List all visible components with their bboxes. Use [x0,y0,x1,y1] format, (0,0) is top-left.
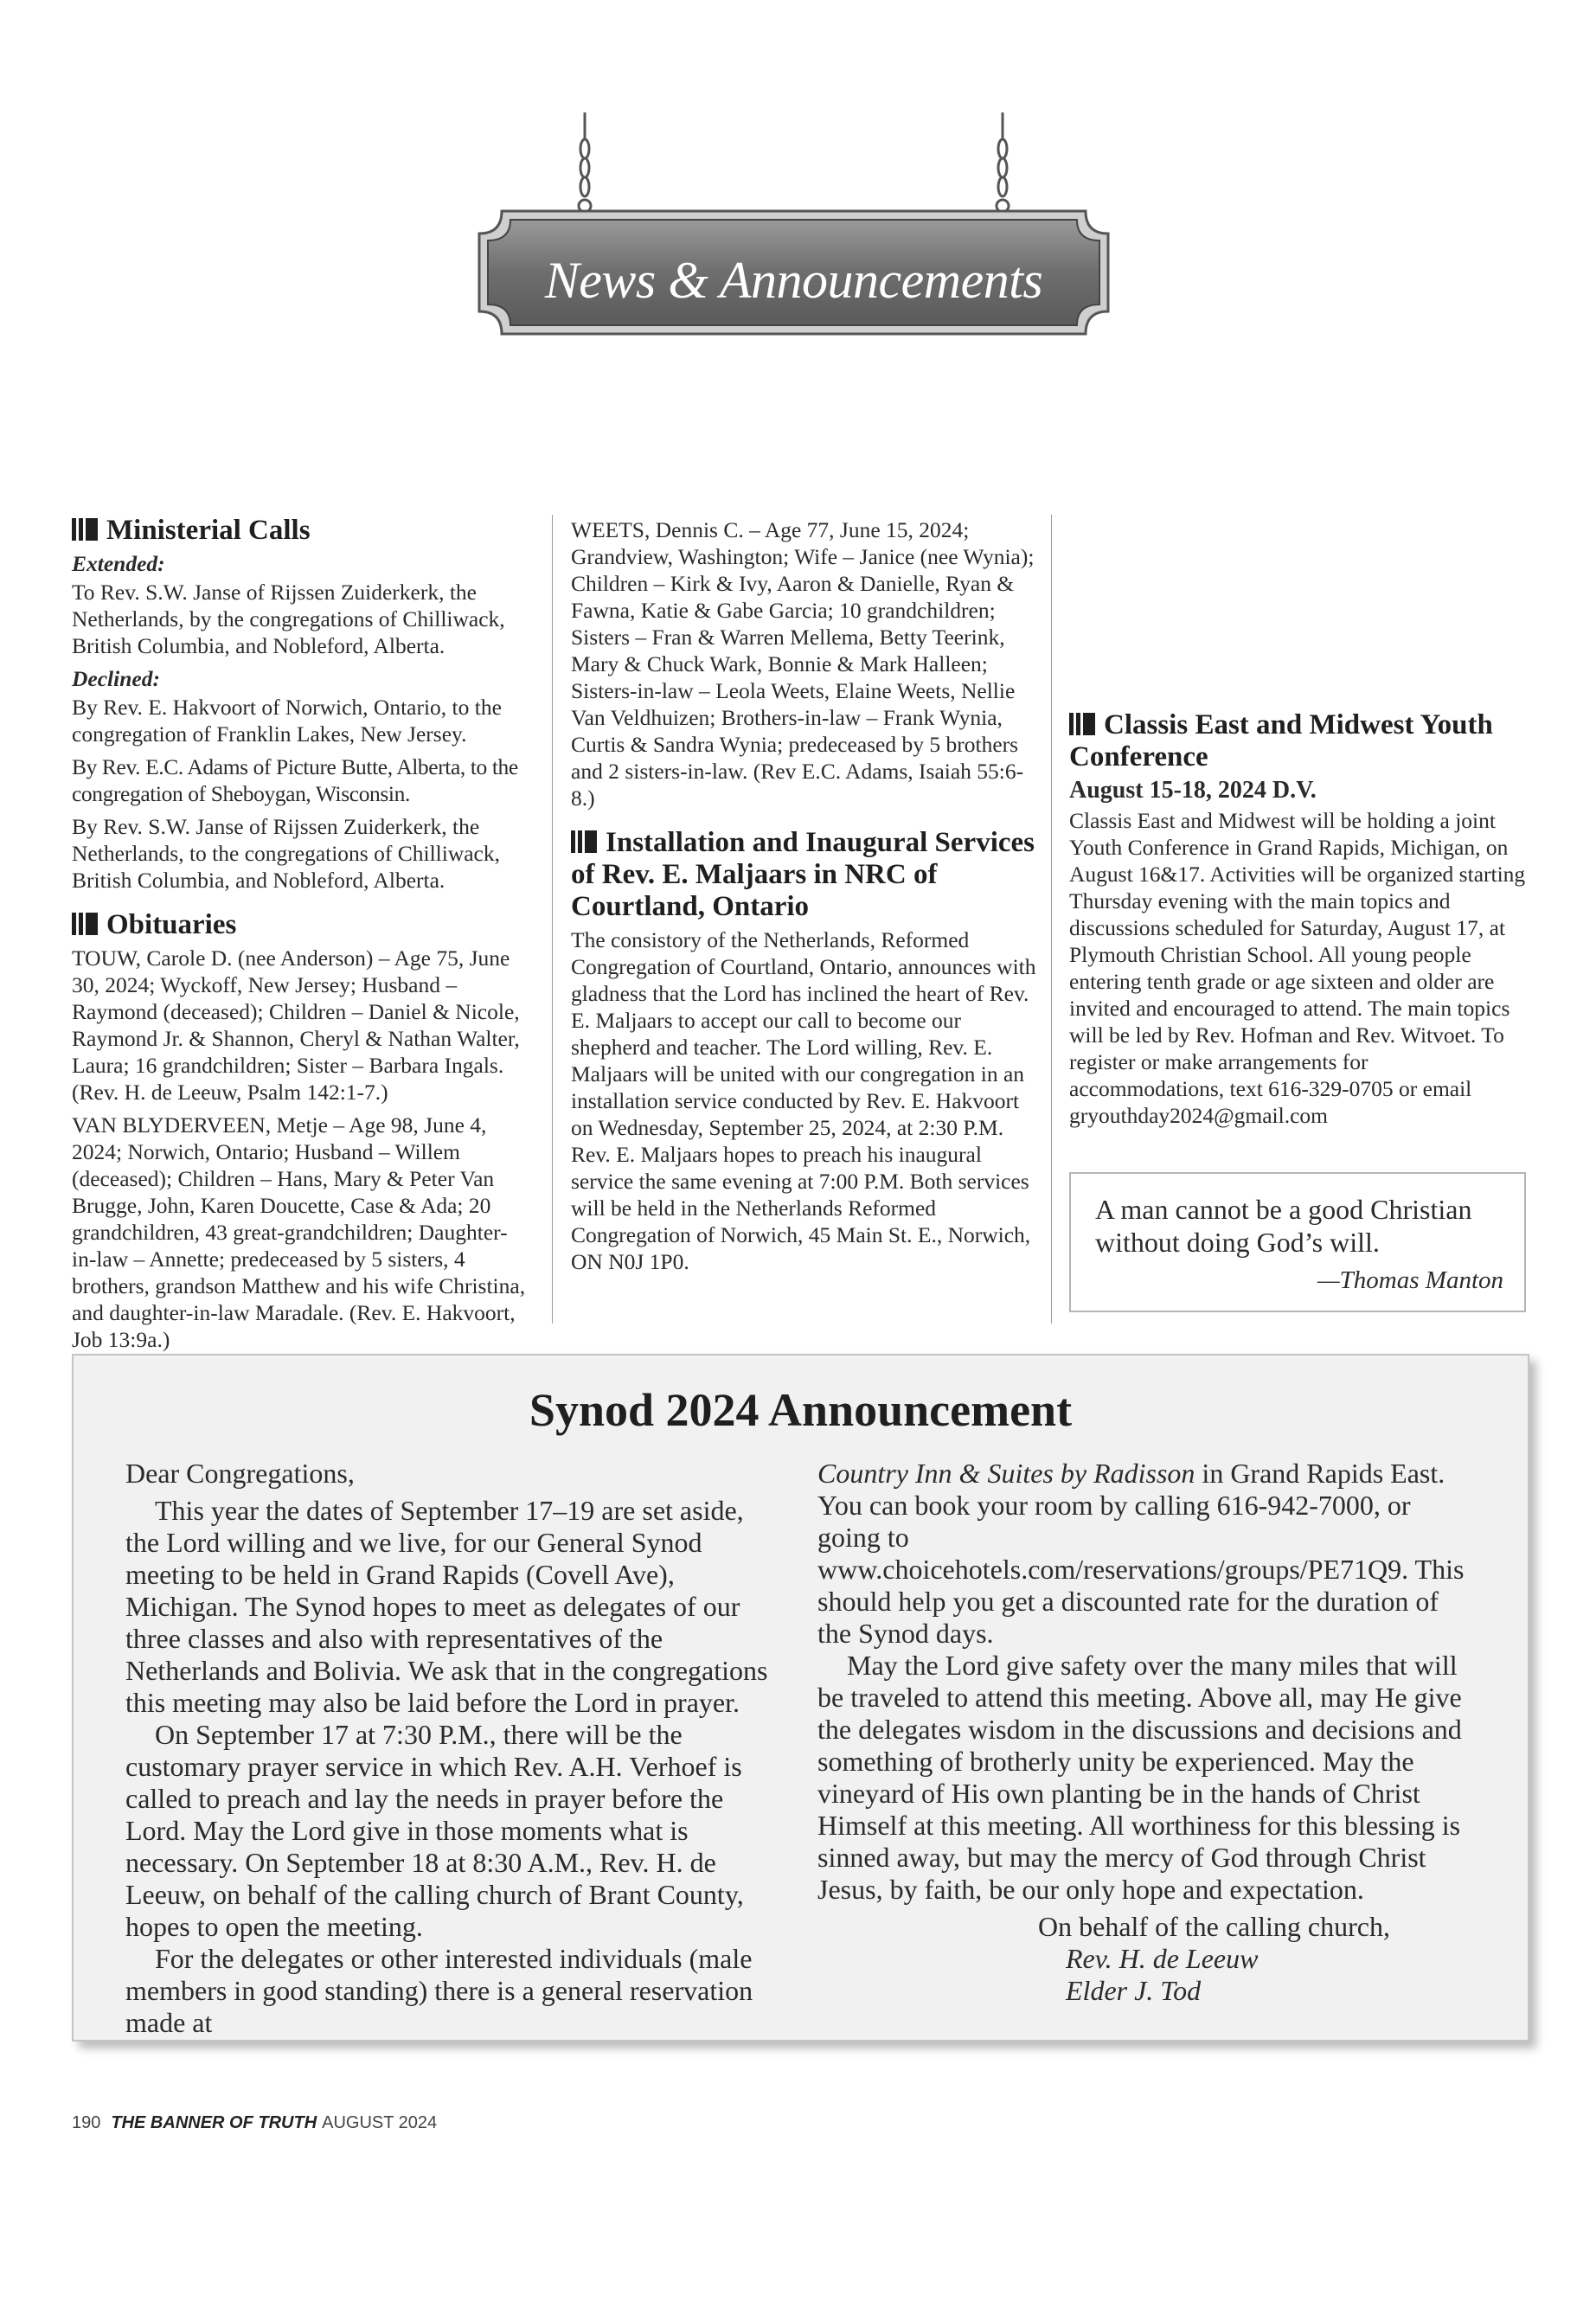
synod-signature [1038,1911,1475,2007]
ministerial-calls-heading: Ministerial Calls [72,515,526,547]
publication-name: THE BANNER OF TRUTH [111,2113,317,2132]
column-divider [1051,515,1052,1324]
banner-sign [476,112,1112,355]
synod-paragraph: For the delegates or other interested individuals (male members in good standing) there is a general reservation made at [125,1943,753,2038]
youth-conference-body: Classis East and Midwest will be holding a joint Youth Conference in Grand Rapids, Michigan, on August 16&17. Activities will be organized starting Thursday evening with the main topics and discussions scheduled for Saturday, August 17, at Plymouth Christian School. All young people entering tenth grade or age sixteen and older are invited and encouraged to attend. The main topics will be led by Rev. Hofman and Rev. Witvoet. To register or make arrangements for accommodations, text 616-329-0705 or email gryouthday2024@gmail.com [1069,808,1526,1128]
synod-paragraph: Country Inn & Suites by Radisson in Grand Rapids East. You can book your room by calling 616-942-7000, or going to www.choicehotels.com/reservations/groups/PE71Q9. This should help you get a discounted rate for the duration of the Synod days. [817,1458,1465,1649]
quote-text: A man cannot be a good Christian without doing God’s will. [1095,1194,1472,1258]
youth-conference-date: August 15-18, 2024 D.V. [1069,777,1317,804]
hotel-name: Country Inn & Suites by Radisson [817,1458,1195,1489]
chain-right-icon [995,112,1010,216]
declined-call: By Rev. E.C. Adams of Picture Butte, Alberta, to the congregation of Sheboygan, Wisconsin. [72,754,518,806]
extended-label: Extended: [72,551,165,576]
declined-call: By Rev. S.W. Janse of Rijssen Zuiderkerk, the Netherlands, to the congregations of Chilliwack, British Columbia, and Nobleford, Alberta. [72,814,500,893]
extended-call: To Rev. S.W. Janse of Rijssen Zuiderkerk, the Netherlands, by the congregations of Chilliwack, British Columbia, and Nobleford, Alberta. [72,580,505,658]
section-bars-icon [1069,713,1099,735]
synod-paragraph: On September 17 at 7:30 P.M., there will be the customary prayer service in which Rev. A.H. Verhoef is called to preach and lay the needs in prayer before the Lord. May the Lord give in those moments what is necessary. On September 18 at 8:30 A.M., Rev. H. de Leeuw, on behalf of the calling church of Brant County, hopes to open the meeting. [125,1719,744,1942]
chain-left-icon [577,112,593,216]
quote-attribution: —Thomas Manton [1317,1266,1503,1294]
obituary-entry: WEETS, Dennis C. – Age 77, June 15, 2024; Grandview, Washington; Wife – Janice (nee Wynia); Children – Kirk & Ivy, Aaron & Danielle, Ryan & Fawna, Katie & Gabe Garcia; 10 grandchildren; Sisters – Fran & Warren Mellema, Betty Teerink, Mary & Chuck Wark, Bonnie & Mark Halleen; Sisters-in-law – Leola Weets, Elaine Weets, Nellie Van Veldhuizen; Brothers-in-law – Frank Wynia, Curtis & Sandra Wynia; predeceased by 5 brothers and 2 sisters-in-law. (Rev E.C. Adams, Isaiah 55:6-8.) [571,517,1035,811]
synod-announcement [72,1354,1529,2041]
quote-box [1069,1172,1526,1312]
obituary-entry: TOUW, Carole D. (nee Anderson) – Age 75, June 30, 2024; Wyckoff, New Jersey; Husband – Raymond (deceased); Children – Daniel & Nicole, Raymond Jr. & Shannon, Cheryl & Nathan Walter, Laura; 16 grandchildren; Sister – Barbara Ingals. (Rev. H. de Leeuw, Psalm 142:1-7.) [72,945,520,1105]
column-divider [552,515,553,1324]
column-3 [1069,709,1528,1135]
page-footer [72,2113,437,2133]
signer-name: Elder J. Tod [1066,1975,1202,2006]
column-1 [72,515,526,1359]
issue-date: AUGUST 2024 [322,2113,438,2132]
youth-conference-heading: Classis East and Midwest Youth Conference [1069,709,1493,772]
synod-column-1 [125,1458,783,2039]
synod-paragraph: May the Lord give safety over the many miles that will be traveled to attend this meeting. Above all, may He give the delegates wisdom in the discussions and decisions and something of brotherly unity be experienced. May the vineyard of His own planting be in the hands of Christ Himself at this meeting. All worthiness for this blessing is sinned away, but may the mercy of God through Christ Jesus, by faith, be our only hope and expectation. [817,1650,1462,1905]
synod-salutation: Dear Congregations, [125,1458,355,1489]
installation-heading: Installation and Inaugural Services of Rev. E. Maljaars in NRC of Courtland, Ontario [571,827,1035,922]
obituaries-heading: Obituaries [72,909,526,941]
obituary-entry: VAN BLYDERVEEN, Metje – Age 98, June 4, 2024; Norwich, Ontario; Husband – Willem (deceased); Children – Hans, Mary & Peter Van Brugge, John, Karen Doucette, Case & Ada; 20 grandchildren, 43 great-grandchildren; Daughter-in-law – Annette; predeceased by 5 sisters, 4 brothers, grandson Matthew and his wife Christina, and daughter-in-law Maradale. (Rev. E. Hakvoort, Job 13:9a.) [72,1112,526,1352]
section-bars-icon [72,518,101,541]
installation-body: The consistory of the Netherlands, Reformed Congregation of Courtland, Ontario, announces with gladness that the Lord has inclined the heart of Rev. E. Maljaars to accept our call to become our shepherd and teacher. The Lord willing, Rev. E. Maljaars will be united with our congregation in an installation service conducted by Rev. E. Hakvoort on Wednesday, September 25, 2024, at 2:30 P.M. Rev. E. Maljaars hopes to preach his inaugural service the same evening at 7:00 P.M. Both services will be held in the Netherlands Reformed Congregation of Norwich, 45 Main St. E., Norwich, ON N0J 1P0. [571,927,1036,1274]
banner-title: News & Announcements [544,252,1043,309]
page-number: 190 [72,2113,101,2132]
synod-column-2 [817,1458,1475,2007]
declined-call: By Rev. E. Hakvoort of Norwich, Ontario, to the congregation of Franklin Lakes, New Jersey. [72,695,502,747]
column-2 [571,516,1042,1281]
synod-title: Synod 2024 Announcement [529,1384,1073,1436]
synod-closing: On behalf of the calling church, [1038,1911,1390,1942]
section-bars-icon [571,830,600,853]
synod-paragraph: This year the dates of September 17–19 are set aside, the Lord willing and we live, for our General Synod meeting to be held in Grand Rapids (Covell Ave), Michigan. The Synod hopes to meet as delegates of our three classes and also with representatives of the Netherlands and Bolivia. We ask that in the congregations this meeting may also be laid before the Lord in prayer. [125,1495,768,1718]
signer-name: Rev. H. de Leeuw [1066,1943,1259,1974]
section-bars-icon [72,913,101,935]
declined-label: Declined: [72,666,160,691]
